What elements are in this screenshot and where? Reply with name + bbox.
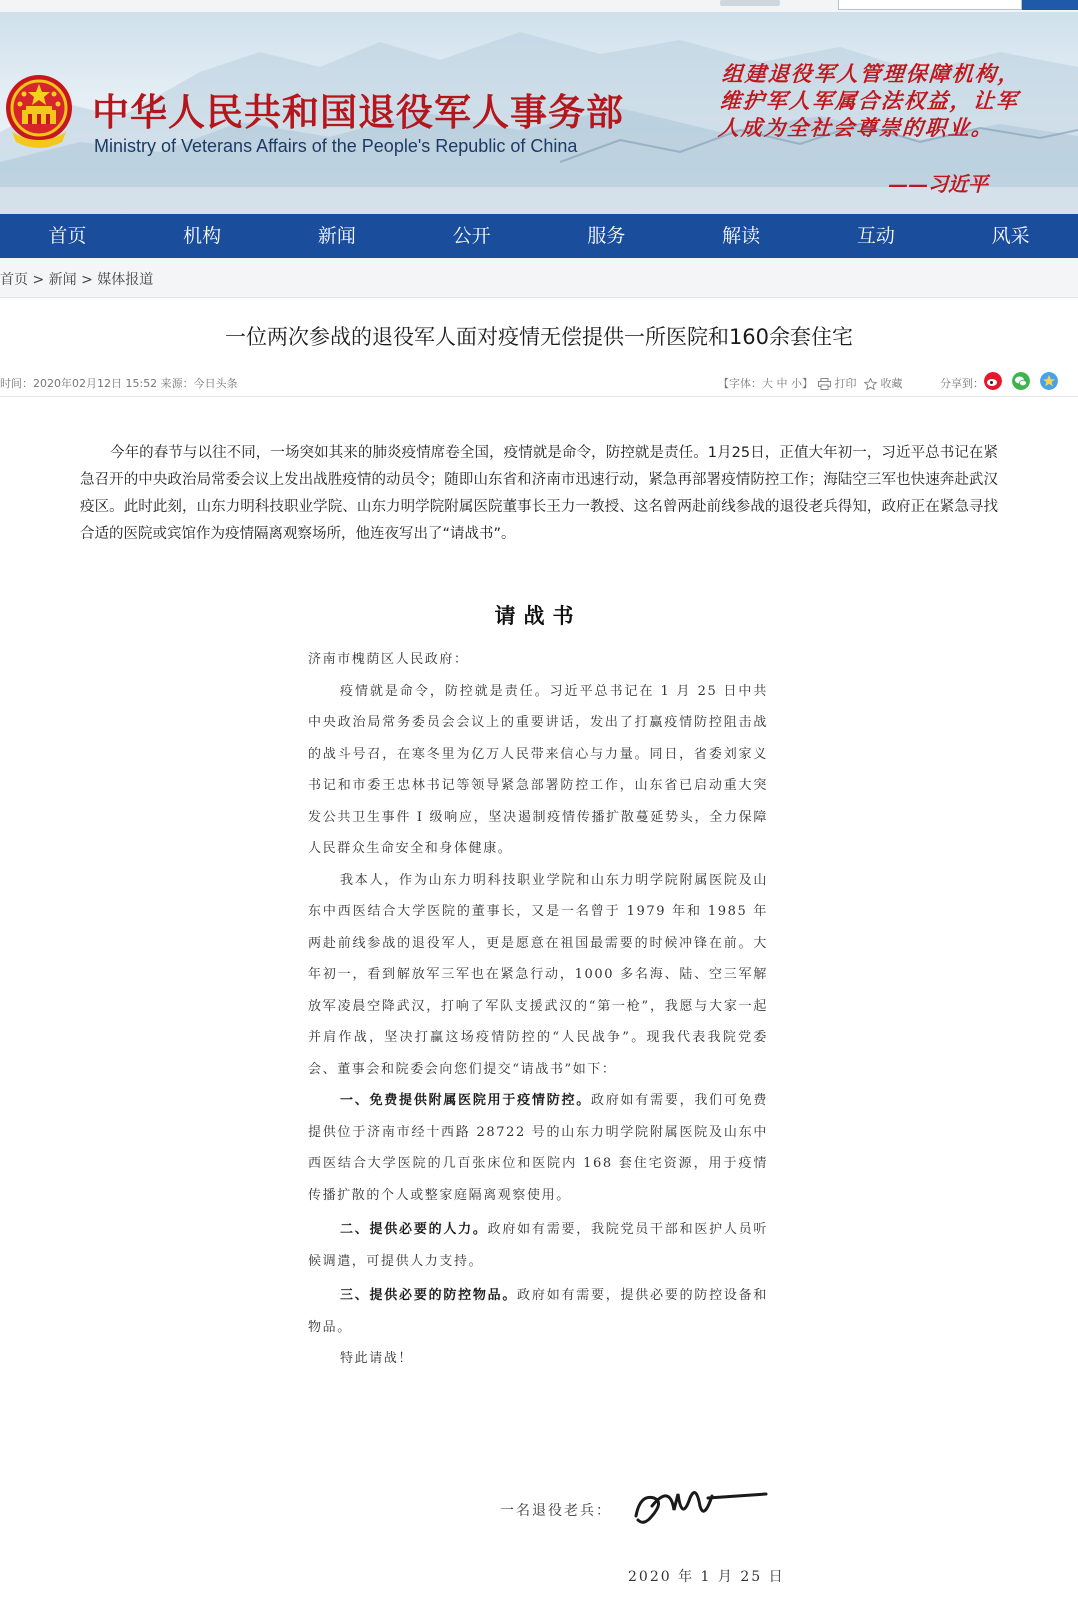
nav-item-service[interactable]: 服务: [587, 225, 626, 247]
share-label: 分享到：: [940, 377, 984, 390]
letter-paragraph: 疫情就是命令，防控就是责任。习近平总书记在 1 月 25 日中共中央政治局常务委员会会议上的重要讲话，发出了打赢疫情防控阻击战的战斗号召，在寒冬里为亿万人民带来信心与力量。同日，省委刘家义书记和市委王忠林书记等领导紧急部署防控工作，山东省已启动重大突发公共卫生事件 I 级响应，坚决遏制疫情传播扩散蔓延势头，全力保障人民群众生命安全和身体健康。: [308, 683, 768, 856]
nav-item-home[interactable]: 首页: [48, 225, 87, 247]
letter-item: [308, 1280, 768, 1343]
article-intro: 今年的春节与以往不同，一场突如其来的肺炎疫情席卷全国，疫情就是命令，防控就是责任。1月25日，正值大年初一，习近平总书记在紧急召开的中央政治局常委会议上发出战胜疫情的动员令；随即山东省和济南市迅速行动，紧急再部署疫情防控工作；海陆空三军也快速奔赴武汉疫区。此时此刻，山东力明科技职业学院、山东力明学院附属医院董事长王力一教授、这名曾两赴前线参战的退役老兵得知，政府正在紧急寻找合适的医院或宾馆作为疫情隔离观察场所，他连夜写出了“请战书”。: [80, 445, 998, 542]
printer-icon: [818, 378, 831, 390]
article-title: 一位两次参战的退役军人面对疫情无偿提供一所医院和160余套住宅: [224, 325, 854, 349]
weibo-share-icon[interactable]: [984, 372, 1002, 390]
letter-item: [308, 1085, 768, 1211]
letter-item: [308, 1214, 768, 1277]
letter-signer: 一名退役老兵：: [500, 1503, 612, 1519]
site-banner: [0, 12, 1078, 214]
petition-letter: [308, 600, 768, 1375]
search-input[interactable]: [838, 0, 1022, 10]
search-button[interactable]: [1022, 0, 1078, 10]
site-title-english: Ministry of Veterans Affairs of the People's Republic of China: [94, 136, 578, 156]
font-size-switcher[interactable]: 【字体：大 中 小】: [718, 377, 813, 390]
breadcrumb-bar: [0, 258, 1078, 298]
national-emblem-icon: [4, 70, 74, 156]
article-meta: [0, 372, 1078, 394]
top-link[interactable]: [720, 0, 780, 6]
letter-salutation: 济南市槐荫区人民政府：: [308, 652, 469, 667]
letter-item-body: 政府如有需要，提供必要的防控设备和物品。: [308, 1288, 768, 1335]
letter-item-body: 政府如有需要，我们可免费提供位于济南市经十西路 28722 号的山东力明学院附属医院及山东中西医结合大学医院的几百张床位和医院内 168 套住宅资源，用于疫情传播扩散的个人或整家庭隔离观察使用。: [308, 1093, 769, 1203]
meta-divider: [0, 396, 1078, 397]
nav-item-public[interactable]: 公开: [452, 225, 491, 247]
leader-quote: 组建退役军人管理保障机构，维护军人军属合法权益，让军人成为全社会尊崇的职业。: [717, 61, 1022, 140]
letter-title: 请战书: [494, 603, 582, 628]
handwritten-signature: [630, 1476, 770, 1536]
site-title-chinese[interactable]: 中华人民共和国退役军人事务部: [92, 90, 624, 134]
publish-info: 时间：2020年02月12日 15:52 来源：今日头条: [0, 377, 238, 390]
favorite-label: 收藏: [880, 377, 903, 390]
nav-item-news[interactable]: 新闻: [317, 225, 356, 247]
letter-date: 2020 年 1 月 25 日: [628, 1569, 785, 1585]
letter-item-heading: 二、提供必要的人力。: [340, 1222, 488, 1237]
nav-item-interpretation[interactable]: 解读: [722, 225, 761, 247]
breadcrumb[interactable]: 首页 > 新闻 > 媒体报道: [0, 272, 154, 288]
quote-author: ——习近平: [888, 172, 988, 196]
letter-item-body: 政府如有需要，我院党员干部和医护人员听候调遣，可提供人力支持。: [308, 1222, 768, 1269]
letter-paragraph: 我本人，作为山东力明科技职业学院和山东力明学院附属医院及山东中西医结合大学医院的董事长，又是一名曾于 1979 年和 1985 年两赴前线参战的退役军人，更是愿意在祖国最需要的时候冲锋在前。大年初一，看到解放军三军也在紧急行动，1000 多名海、陆、空三军解放军凌晨空降武汉，打响了军队支援武汉的“第一枪”，我愿与大家一起并肩作战，坚决打赢这场疫情防控的“人民战争”。现我代表我院党委会、董事会和院委会向您们提交“请战书”如下：: [308, 872, 768, 1077]
main-nav: [0, 214, 1078, 258]
nav-item-interaction[interactable]: 互动: [856, 225, 895, 247]
nav-item-showcase[interactable]: 风采: [991, 225, 1030, 247]
nav-item-organization[interactable]: 机构: [183, 225, 222, 247]
top-utility-strip: [0, 0, 1078, 12]
qzone-share-icon[interactable]: [1040, 372, 1058, 390]
favorite-button[interactable]: [864, 375, 903, 391]
print-button[interactable]: [818, 375, 857, 391]
wechat-share-icon[interactable]: [1012, 372, 1030, 390]
letter-item-heading: 一、免费提供附属医院用于疫情防控。: [340, 1093, 591, 1108]
print-label: 打印: [834, 377, 857, 390]
letter-closing: 特此请战！: [340, 1351, 414, 1366]
star-icon: [864, 378, 877, 390]
letter-item-heading: 三、提供必要的防控物品。: [340, 1288, 518, 1303]
